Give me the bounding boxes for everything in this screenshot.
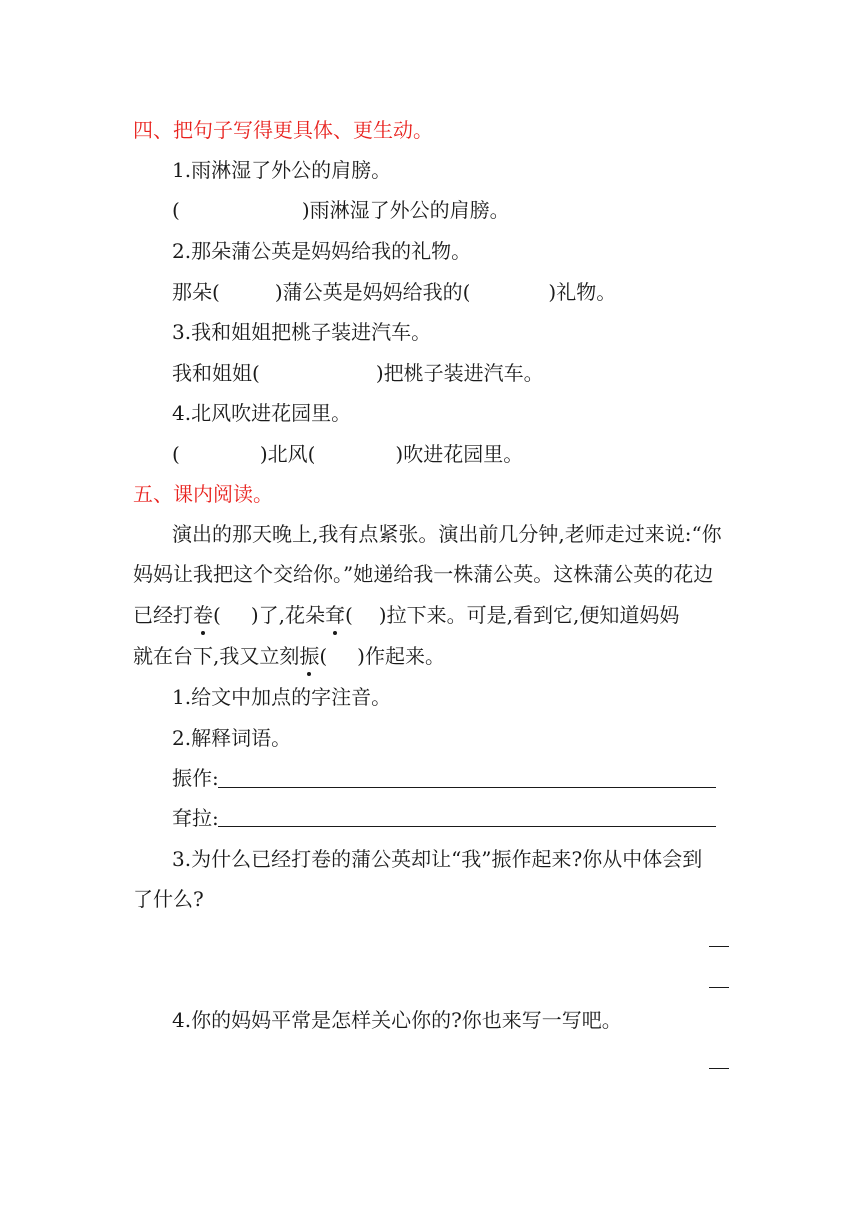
dotted-char: 耷 [324,603,345,627]
q5-3-prompt-line-2: 了什么? [133,887,204,911]
passage-text: )作起来。 [357,644,445,668]
fill-part: )北风( [259,442,316,466]
q5-4-prompt: 4.你的妈妈平常是怎样关心你的?你也来写一写吧。 [172,1008,622,1032]
q4-1-prompt: 1.雨淋湿了外公的肩膀。 [172,158,392,182]
passage-text: 就在台下,我又立刻 [133,644,300,668]
section-4-title: 四、把句子写得更具体、更生动。 [133,118,433,142]
fill-part: )把桃子装进汽车。 [375,361,544,385]
fill-part: 我和姐姐( [172,361,260,385]
answer-line-q3-2[interactable] [709,987,729,988]
passage-line-3 [133,602,679,628]
q4-2-fill [172,279,616,305]
q4-3-prompt: 3.我和姐姐把桃子装进汽车。 [172,320,432,344]
answer-line-q3-1[interactable] [709,946,729,947]
paren-open: ( [319,644,328,668]
passage-text: 已经打 [133,603,193,627]
fill-part: )吹进花园里。 [395,442,524,466]
passage-text: )拉下来。可是,看到它,便知道妈妈 [378,603,680,627]
fill-part: )蒲公英是妈妈给我的( [274,280,471,304]
answer-line-q4-1[interactable] [709,1068,729,1069]
paren-open: ( [344,603,353,627]
term-zhenzuo-label: 振作: [172,766,219,790]
q4-2-prompt: 2.那朵蒲公英是妈妈给我的礼物。 [172,239,472,263]
q4-1-fill [172,197,510,223]
fill-part: 那朵( [172,280,220,304]
passage-line-2: 妈妈让我把这个交给你。”她递给我一株蒲公英。这株蒲公英的花边 [133,562,714,586]
paren-open: ( [213,603,221,627]
fill-part: ( [172,442,180,466]
q5-3-prompt-line-1: 3.为什么已经打卷的蒲公英却让“我”振作起来?你从中体会到 [172,847,703,871]
fill-part: )礼物。 [548,280,617,304]
passage-line-1: 演出的那天晚上,我有点紧张。演出前几分钟,老师走过来说:“你 [172,522,722,546]
answer-line-dala[interactable] [218,826,716,827]
q5-2-prompt: 2.解释词语。 [172,726,292,750]
fill-tail: )雨淋湿了外公的肩膀。 [301,198,510,222]
paren-open: ( [172,198,180,222]
passage-line-4 [133,643,445,669]
dotted-char: 振 [299,644,320,668]
dotted-char: 卷 [193,603,213,627]
q4-4-prompt: 4.北风吹进花园里。 [172,401,352,425]
q4-4-fill [172,441,523,467]
passage-text: )了,花朵 [250,603,325,627]
term-dala-label: 耷拉: [172,806,219,830]
answer-line-zhenzuo[interactable] [218,787,716,788]
q4-3-fill [172,360,544,386]
q5-1-prompt: 1.给文中加点的字注音。 [172,685,392,709]
section-5-title: 五、课内阅读。 [133,482,273,506]
